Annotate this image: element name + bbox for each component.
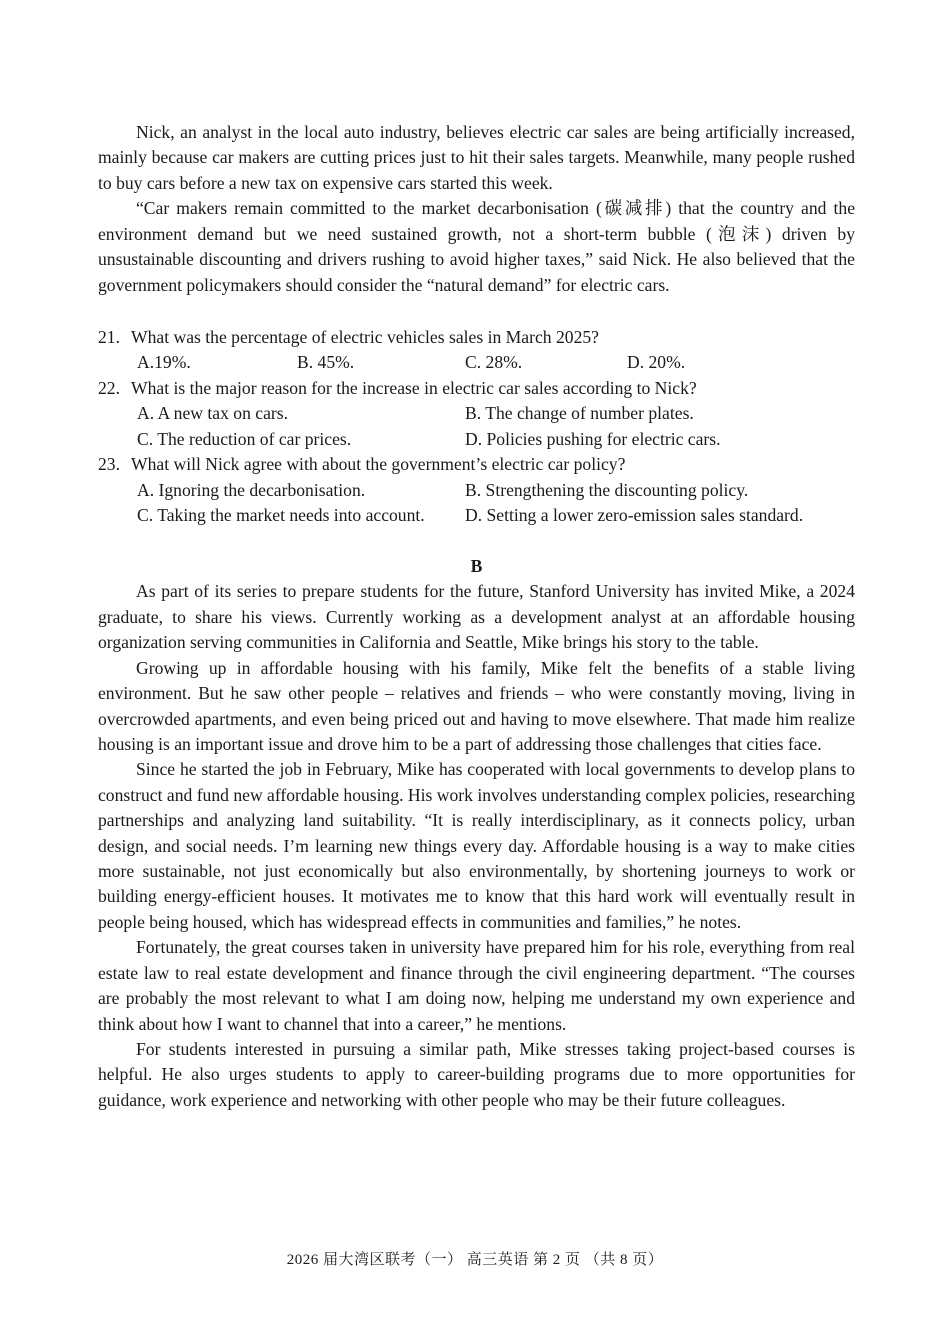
questions (98, 325, 855, 529)
question-text: What will Nick agree with about the government’s electric car policy? (131, 454, 626, 475)
option-a: A.19%. (137, 352, 191, 373)
question-number: 23. (98, 454, 120, 475)
option-c: C. Taking the market needs into account. (137, 505, 425, 526)
passage-a-ending (98, 120, 855, 298)
option-c: C. 28%. (465, 352, 523, 373)
section-heading: B (470, 556, 483, 576)
page-footer: 2026 届大湾区联考（一） 高三英语 第 2 页 （共 8 页） (286, 1252, 664, 1268)
paragraph: As part of its series to prepare students for the future, Stanford University has invited Mike, a 2024 graduate, to share his views. Currently working as a development analyst at an affordable housing organization serving communities in California and Seattle, Mike brings his story to the table. (98, 581, 855, 653)
option-d: D. Setting a lower zero-emission sales standard. (465, 505, 804, 526)
paragraph: For students interested in pursuing a similar path, Mike stresses taking project-based courses is helpful. He also urges students to apply to career-building programs due to more opportunities for guidance, work experience and networking with other people who may be their future colleagues. (98, 1039, 855, 1110)
question-23 (98, 452, 855, 477)
option-c: C. The reduction of car prices. (137, 428, 352, 449)
paragraph: Nick, an analyst in the local auto industry, believes electric car sales are being artificially increased, mainly because car makers are cutting prices just to hit their sales targets. Meanwhile, many people rushed to buy cars before a new tax on expensive cars started this week. (98, 122, 855, 193)
option-a: A. Ignoring the decarbonisation. (137, 479, 366, 500)
question-text: What is the major reason for the increase in electric car sales according to Nick? (131, 377, 697, 398)
options-23-row2 (98, 503, 855, 528)
question-22 (98, 376, 855, 401)
option-b: B. The change of number plates. (465, 403, 694, 424)
question-text: What was the percentage of electric vehicles sales in March 2025? (131, 327, 599, 347)
options-23-row1 (98, 478, 855, 503)
options-22-row2 (98, 427, 855, 452)
option-b: B. 45%. (297, 352, 355, 373)
paragraph: Growing up in affordable housing with his family, Mike felt the benefits of a stable living environment. But he saw other people – relatives and friends – who were constantly moving, living in overcrowded apartments, and even being priced out and having to move elsewhere. That made him realize housing is an important issue and drove him to be a part of addressing those challenges that cities face. (98, 657, 855, 754)
paragraph: Since he started the job in February, Mike has cooperated with local governments to develop plans to construct and fund new affordable housing. His work involves understanding complex policies, researching partnerships and analyzing land suitability. “It is really interdisciplinary, as it connects policy, urban design, and social needs. I’m learning new things every day. Affordable housing is a way to make cities more sustainable, not just economically but also environmentally, by shortening journeys to work or building energy-efficient houses. It motivates me to know that this hard work will eventually result in people being housed, which has widespread effects in communities and families,” he notes. (98, 759, 855, 932)
options-21 (98, 350, 855, 375)
options-22-row1 (98, 401, 855, 426)
option-a: A. A new tax on cars. (137, 403, 288, 424)
option-d: D. 20%. (627, 352, 686, 373)
question-number: 22. (98, 377, 120, 398)
question-number: 21. (98, 327, 120, 347)
option-b: B. Strengthening the discounting policy. (465, 479, 749, 500)
paragraph: Fortunately, the great courses taken in university have prepared him for his role, everything from real estate law to real estate development and finance through the civil engineering department. “The courses are probably the most relevant to what I am doing now, helping me understand my own experience and think about how I want to channel that into a career,” he mentions. (98, 937, 855, 1034)
question-21 (98, 325, 855, 350)
paragraph: “Car makers remain committed to the market decarbonisation (碳减排) that the country and the environment demand but we need sustained growth, not a short-term bubble (泡沫) driven by unsustainable discounting and drivers rushing to avoid higher taxes,” said Nick. He also believed that the government policymakers should consider the “natural demand” for electric cars. (98, 198, 855, 295)
option-d: D. Policies pushing for electric cars. (465, 428, 721, 449)
passage-b (98, 554, 855, 1113)
